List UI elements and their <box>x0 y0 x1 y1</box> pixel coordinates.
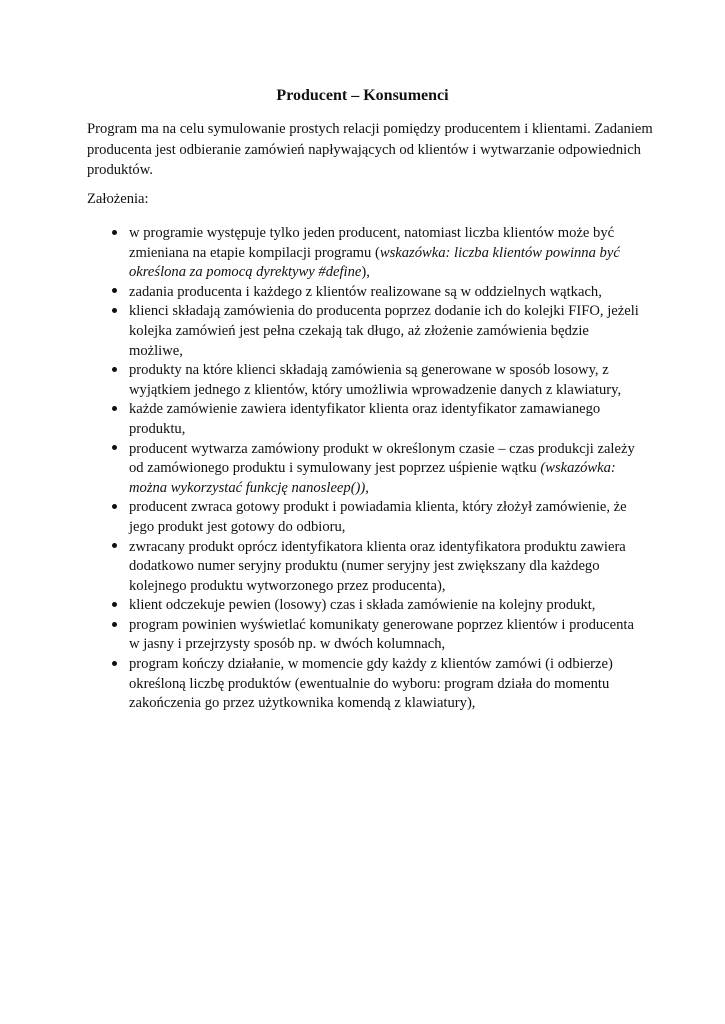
list-item <box>87 498 642 537</box>
list-item-text: producent wytwarza zamówiony produkt w określonym czasie – czas produkcji zależy od zamówionego produktu i symulowany jest poprzez uśpienie wątku <box>129 440 635 477</box>
list-item-text: produkty na które klienci składają zamówienia są generowane w sposób losowy, z wyjątkiem jednego z klientów, który umożliwia wprowadzenie danych z klawiatury, <box>129 362 622 398</box>
bullet-icon <box>109 616 119 636</box>
list-item-text: każde zamówienie zawiera identyfikator klienta oraz identyfikator zamawianego produktu, <box>129 401 601 437</box>
list-item-text: program powinien wyświetlać komunikaty generowane poprzez klientów i producenta w jasny i przejrzysty sposób np. w dwóch kolumnach, <box>129 616 634 653</box>
document-title: Producent – Konsumenci <box>276 87 449 104</box>
assumptions-label: Założenia: <box>87 191 149 207</box>
list-item <box>87 655 642 714</box>
hint-text: (wskazówka: można wykorzystać funkcję nanosleep()), <box>129 460 616 496</box>
intro-paragraph: Program ma na celu symulowanie prostych relacji pomiędzy producentem i klientami. Zadaniem producenta jest odbieranie zamówień napływających od klientów i wytwarzanie odpowiednich produktów. <box>87 121 653 178</box>
bullet-icon <box>109 302 119 322</box>
list-item-text: program kończy działanie, w momencie gdy każdy z klientów zamówi (i odbierze) określoną liczbę produktów (ewentualnie do wyboru: program działa do momentu zakończenia go przez użytkownika komendą z klawiatury), <box>129 656 613 712</box>
list-item-text: producent zwraca gotowy produkt i powiadamia klienta, który złożył zamówienie, że jego produkt jest gotowy do odbioru, <box>129 499 627 535</box>
list-item <box>87 283 642 303</box>
list-item <box>87 224 642 283</box>
assumptions-list <box>87 224 642 714</box>
list-item <box>87 616 642 655</box>
bullet-icon <box>109 400 119 420</box>
hint-text: wskazówka: liczba klientów powinna być określona za pomocą dyrektywy #define <box>129 244 620 281</box>
list-item <box>87 596 642 616</box>
bullet-icon <box>109 655 119 675</box>
list-item <box>87 440 642 499</box>
list-item-text: zwracany produkt oprócz identyfikatora klienta oraz identyfikatora produktu zawiera dodatkowo numer seryjny produktu (numer seryjny jest zwiększany dla każdego kolejnego produktu wytworzonego przez producenta), <box>129 538 626 594</box>
list-item-text: klient odczekuje pewien (losowy) czas i składa zamówienie na kolejny produkt, <box>129 597 596 614</box>
bullet-icon <box>109 538 119 558</box>
list-item-text: zadania producenta i każdego z klientów realizowane są w oddzielnych wątkach, <box>129 283 602 300</box>
bullet-icon <box>109 283 119 303</box>
list-item <box>87 302 642 361</box>
list-item-text: w programie występuje tylko jeden producent, natomiast liczba klientów może być zmieniana na etapie kompilacji programu ( <box>129 225 615 261</box>
list-item-text: ), <box>361 264 370 281</box>
list-item <box>87 361 642 400</box>
bullet-icon <box>109 440 119 460</box>
bullet-icon <box>109 361 119 381</box>
bullet-icon <box>109 596 119 616</box>
list-item <box>87 538 642 597</box>
bullet-icon <box>109 224 119 244</box>
bullet-icon <box>109 498 119 518</box>
list-item <box>87 400 642 439</box>
list-item-text: klienci składają zamówienia do producenta poprzez dodanie ich do kolejki FIFO, jeżeli kolejka zamówień jest pełna czekają tak długo, aż złożenie zamówienia będzie możliwe, <box>129 303 639 359</box>
